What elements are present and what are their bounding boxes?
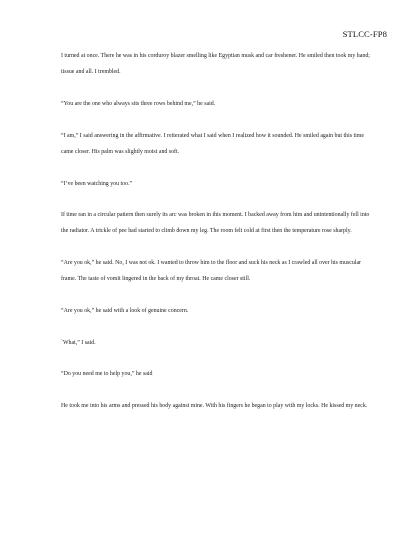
paragraph: “I am,” I said answering in the affirmative. I reiterated what I said when I realized how it sounded. He smiled again but this time came closer. His palm was slightly moist and soft.: [61, 132, 364, 155]
paragraph: “You are the one who always sits three rows behind me,” he said.: [61, 100, 216, 107]
paragraph: If time ran in a circular pattern then surely its arc was broken in this moment. I backed away from him and unintentionally fell into the radiator. A trickle of pee had started to climb down my leg. The room felt cold at first then the temperature rose sharply.: [61, 212, 370, 235]
paragraph: “Are you ok,” he said. No, I was not ok. I wanted to throw him to the floor and suck his neck as I crawled all over his muscular frame. The taste of vomit lingered in the back of my throat. He came closer still.: [61, 260, 362, 283]
document-body: [61, 48, 377, 430]
paragraph: I turned at once. There he was in his corduroy blazer smelling like Egyptian musk and car freshener. He smiled then took my hand; tissue and all. I trembled.: [61, 53, 370, 76]
paragraph: `What,” I said.: [61, 339, 96, 346]
paragraph: “Are you ok,” he said with a look of genuine concern.: [61, 308, 189, 315]
paragraph: “Do you need me to help you,” he said: [61, 371, 153, 378]
paragraph: “I’ve been watching you too.”: [61, 180, 133, 187]
page-header-code: STLCC-FP8: [342, 29, 387, 39]
paragraph: He took me into his arms and pressed his body against mine. With his fingers he began to play with my locks. He kissed my neck.: [61, 403, 368, 410]
